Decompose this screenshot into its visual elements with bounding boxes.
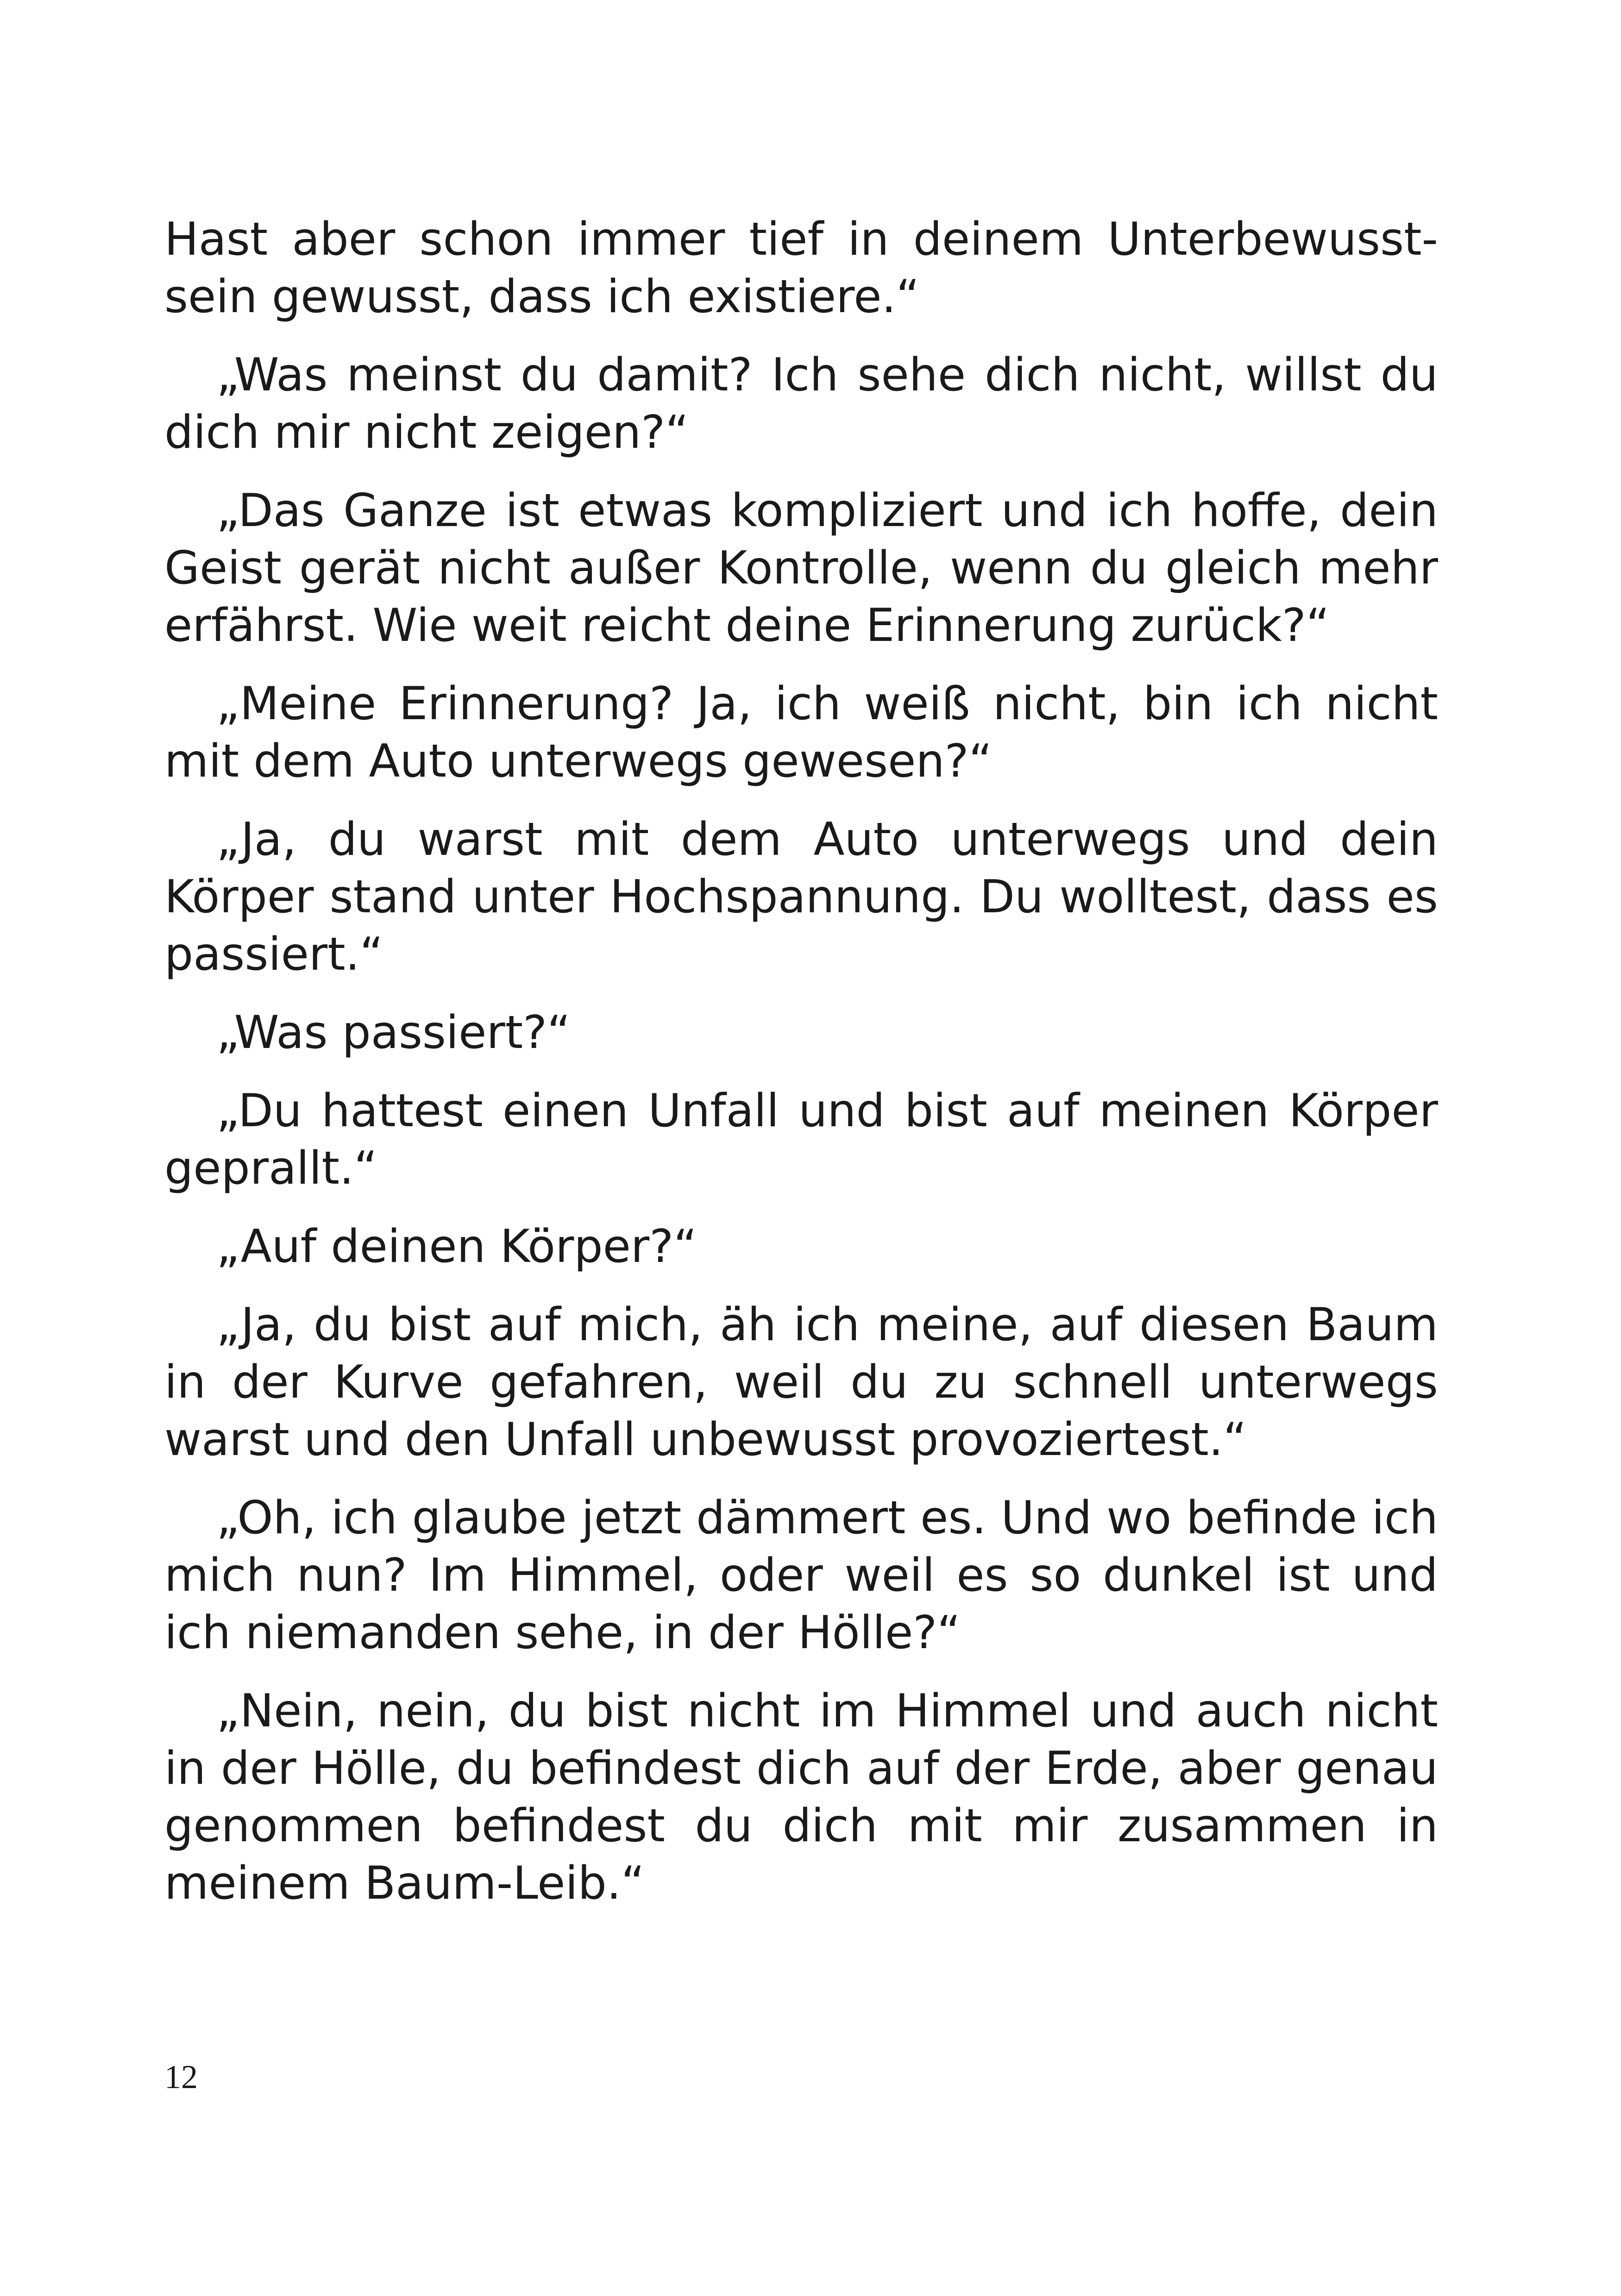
paragraph: „Was passiert?“ [216,1006,571,1059]
body-text [164,211,1438,1933]
paragraph: „Auf deinen Körper?“ [216,1220,697,1273]
paragraph: „Das Ganze ist etwas kompliziert und ich hoffe, dein Geist gerät nicht außer Kontrolle, wenn du gleich mehr erfährst. Wie weit reicht deine Erinnerung zurück?“ [164,484,1438,652]
paragraph: „Ja, du bist auf mich, äh ich meine, auf diesen Baum in der Kurve gefahren, weil du zu schnell unterwegs warst und den Unfall unbewusst provoziertest.“ [164,1299,1438,1466]
paragraph: „Ja, du warst mit dem Auto unterwegs und dein Körper stand unter Hochspannung. Du wolltest, dass es passiert.“ [164,813,1438,981]
page-number: 12 [164,2058,198,2095]
paragraph: „Nein, nein, du bist nicht im Himmel und auch nicht in der Hölle, du befindest dich auf der Erde, aber genau genommen befindest du dich mit mir zusammen in meinem Baum-Leib.“ [164,1685,1438,1910]
paragraph: „Was meinst du damit? Ich sehe dich nicht, willst du dich mir nicht zeigen?“ [164,349,1438,459]
paragraph: „Du hattest einen Unfall und bist auf meinen Körper geprallt.“ [164,1085,1438,1195]
paragraph: „Oh, ich glaube jetzt dämmert es. Und wo befinde ich mich nun? Im Himmel, oder weil es so dunkel ist und ich niemanden sehe, in der Hölle?“ [164,1492,1438,1659]
paragraph: „Meine Erinnerung? Ja, ich weiß nicht, bin ich nicht mit dem Auto unterwegs gewesen?“ [164,678,1438,788]
paragraph: Hast aber schon immer tief in deinem Unterbewusstsein gewusst, dass ich existiere.“ [164,213,1438,323]
